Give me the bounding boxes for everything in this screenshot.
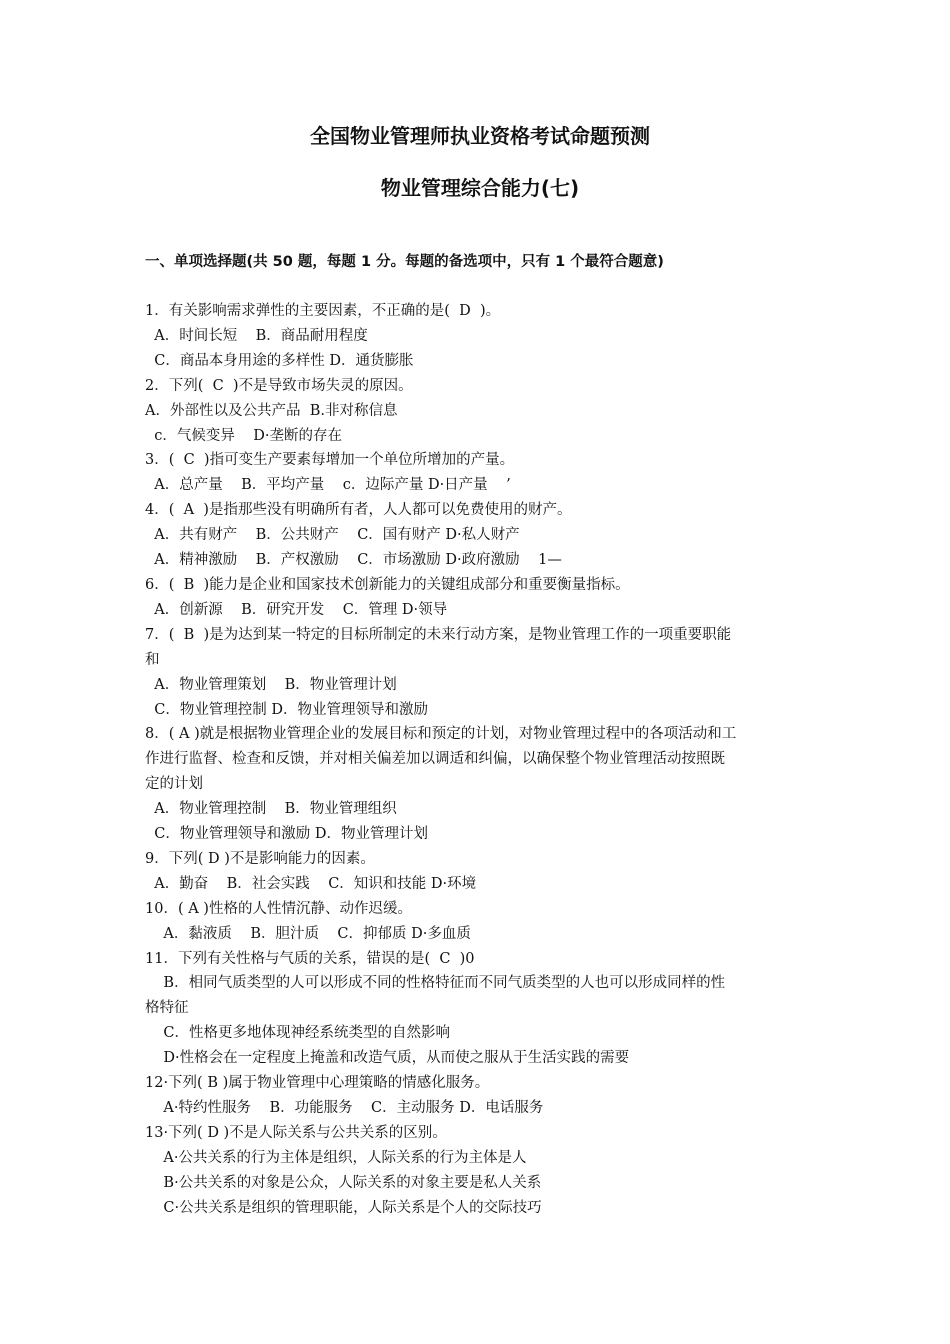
question-line: 10．( A )性格的人性情沉静、动作迟缓。: [145, 900, 412, 917]
question-line: 9．下列( D )不是影响能力的因素。: [145, 850, 375, 867]
question-line: B．相同气质类型的人可以形成不同的性格特征而不同气质类型的人也可以形成同样的性: [145, 975, 726, 992]
question-line: A．精神激励 B．产权激励 C．市场激励 D·政府激励 1—: [145, 552, 562, 569]
document-title: 全国物业管理师执业资格考试命题预测: [310, 124, 650, 148]
question-line: 定的计划: [145, 776, 203, 793]
question-line: A．黏液质 B．胆汁质 C．抑郁质 D·多血质: [145, 925, 471, 942]
section-heading: 一、单项选择题(共 50 题，每题 1 分。每题的备选项中，只有 1 个最符合题意): [145, 254, 664, 270]
question-line: A·特约性服务 B．功能服务 C．主动服务 D．电话服务: [145, 1100, 544, 1116]
question-line: D·性格会在一定程度上掩盖和改造气质，从而使之服从于生活实践的需要: [145, 1050, 630, 1067]
question-line: 4．( A )是指那些没有明确所有者，人人都可以免费使用的财产。: [145, 502, 572, 519]
question-line: C．商品本身用途的多样性 D．通货膨胀: [145, 352, 414, 369]
question-line: 2．下列( C )不是导致市场失灵的原因。: [145, 377, 413, 394]
question-line: 6．( B )能力是企业和国家技术创新能力的关键组成部分和重要衡量指标。: [145, 576, 630, 593]
question-line: C．物业管理控制 D．物业管理领导和激励: [145, 701, 429, 718]
question-line: 13·下列( D )不是人际关系与公共关系的区别。: [145, 1124, 447, 1141]
question-line: 12·下列( B )属于物业管理中心理策略的情感化服务。: [145, 1075, 490, 1092]
question-line: A．物业管理控制 B．物业管理组织: [145, 801, 397, 818]
question-line: A·公共关系的行为主体是组织，人际关系的行为主体是人: [145, 1149, 527, 1166]
question-line: B·公共关系的对象是公众，人际关系的对象主要是私人关系: [145, 1174, 542, 1191]
question-line: 作进行监督、检查和反馈，并对相关偏差加以调适和纠偏，以确保整个物业管理活动按照既: [145, 751, 725, 768]
question-line: 1．有关影响需求弹性的主要因素，不正确的是( D )。: [145, 303, 501, 319]
question-line: A．物业管理策划 B．物业管理计划: [145, 676, 397, 693]
question-line: c．气候变异 D·垄断的存在: [145, 427, 343, 444]
question-list: [145, 299, 815, 1221]
question-line: A．时间长短 B．商品耐用程度: [145, 327, 368, 344]
document-subtitle: 物业管理综合能力(七): [380, 176, 580, 200]
document-page: [145, 118, 815, 1221]
question-line: 3．( C )指可变生产要素每增加一个单位所增加的产量。: [145, 452, 515, 469]
question-line: A．总产量 B．平均产量 c．边际产量 D·日产量 ’: [145, 477, 511, 494]
question-line: C．性格更多地体现神经系统类型的自然影响: [145, 1025, 451, 1042]
question-line: 和: [145, 651, 160, 668]
question-line: A．勤奋 B．社会实践 C．知识和技能 D·环境: [145, 875, 477, 892]
question-line: 8．( A )就是根据物业管理企业的发展目标和预定的计划，对物业管理过程中的各项活动和工: [145, 726, 737, 743]
question-line: A．创新源 B．研究开发 C．管理 D·领导: [145, 601, 448, 618]
question-line: 11．下列有关性格与气质的关系，错误的是( C )0: [145, 950, 475, 967]
question-line: 格特征: [145, 1000, 189, 1017]
question-line: C·公共关系是组织的管理职能，人际关系是个人的交际技巧: [145, 1199, 542, 1216]
question-line: C．物业管理领导和激励 D．物业管理计划: [145, 826, 429, 843]
question-line: A．共有财产 B．公共财产 C．国有财产 D·私人财产: [145, 527, 520, 544]
question-line: 7．( B )是为达到某一特定的目标所制定的未来行动方案，是物业管理工作的一项重要职能: [145, 626, 732, 643]
question-line: A．外部性以及公共产品 B.非对称信息: [145, 402, 398, 419]
